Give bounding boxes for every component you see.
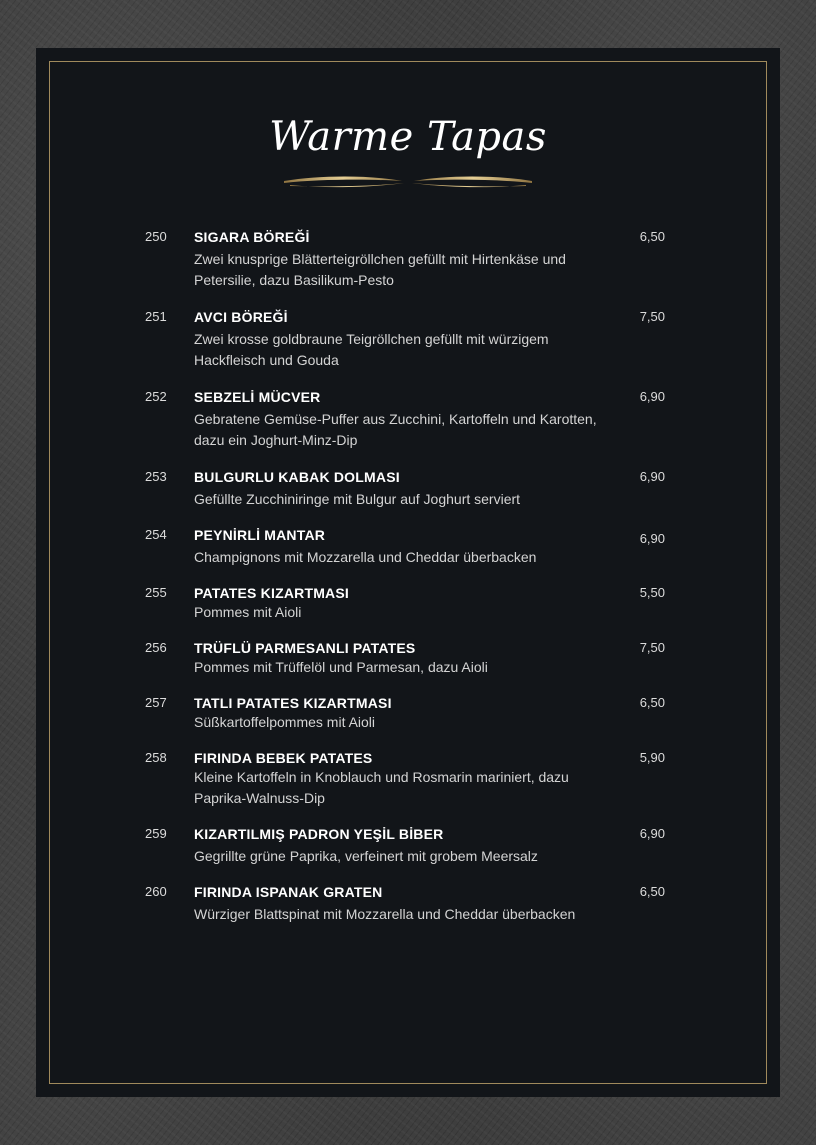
- menu-item: [145, 749, 665, 809]
- item-price: 6,50: [639, 695, 665, 710]
- item-price: 6,50: [639, 229, 665, 244]
- item-description: Pommes mit Aioli: [194, 604, 302, 620]
- menu-item: [145, 639, 665, 678]
- menu-panel: [36, 48, 780, 1097]
- item-price: 6,90: [639, 389, 665, 404]
- item-name: BULGURLU KABAK DOLMASI: [194, 469, 400, 485]
- menu-item: [145, 883, 665, 925]
- menu-list: [145, 228, 665, 925]
- item-number: 258: [145, 750, 167, 765]
- item-description: Zwei krosse goldbraune Teigröllchen gefüllt mit würzigem Hackfleisch und Gouda: [194, 331, 549, 368]
- item-price: 7,50: [639, 309, 665, 324]
- item-name: KIZARTILMIŞ PADRON YEŞİL BİBER: [194, 826, 444, 842]
- menu-item: [145, 694, 665, 733]
- item-price: 5,90: [639, 750, 665, 765]
- item-number: 259: [145, 826, 167, 841]
- item-name: PEYNİRLİ MANTAR: [194, 527, 326, 543]
- menu-item: [145, 526, 665, 568]
- item-number: 254: [145, 527, 167, 542]
- item-number: 253: [145, 469, 167, 484]
- item-name: FIRINDA ISPANAK GRATEN: [194, 884, 383, 900]
- item-description: Kleine Kartoffeln in Knoblauch und Rosmarin mariniert, dazu Paprika-Walnuss-Dip: [194, 769, 569, 806]
- menu-item: [145, 308, 665, 371]
- menu-item: [145, 584, 665, 623]
- item-name: SEBZELİ MÜCVER: [194, 389, 321, 405]
- item-name: SIGARA BÖREĞİ: [194, 229, 310, 245]
- item-number: 255: [145, 585, 167, 600]
- item-description: Champignons mit Mozzarella und Cheddar überbacken: [194, 549, 537, 565]
- menu-item: [145, 468, 665, 510]
- item-description: Gefüllte Zucchiniringe mit Bulgur auf Joghurt serviert: [194, 491, 521, 507]
- item-name: FIRINDA BEBEK PATATES: [194, 750, 373, 766]
- item-number: 260: [145, 884, 167, 899]
- item-price: 6,90: [639, 826, 665, 841]
- item-price: 6,90: [639, 531, 665, 546]
- item-description: Gegrillte grüne Paprika, verfeinert mit grobem Meersalz: [194, 848, 538, 864]
- item-name: TRÜFLÜ PARMESANLI PATATES: [194, 640, 416, 656]
- ornament-divider-icon: [280, 174, 536, 190]
- item-name: TATLI PATATES KIZARTMASI: [194, 695, 392, 711]
- item-number: 250: [145, 229, 167, 244]
- item-number: 256: [145, 640, 167, 655]
- item-number: 252: [145, 389, 167, 404]
- item-description: Pommes mit Trüffelöl und Parmesan, dazu Aioli: [194, 659, 488, 675]
- item-description: Süßkartoffelpommes mit Aioli: [194, 714, 376, 730]
- menu-item: [145, 228, 665, 291]
- item-price: 5,50: [639, 585, 665, 600]
- item-number: 257: [145, 695, 167, 710]
- item-name: AVCI BÖREĞİ: [194, 309, 288, 325]
- item-price: 6,90: [639, 469, 665, 484]
- menu-item: [145, 825, 665, 867]
- item-number: 251: [145, 309, 167, 324]
- item-description: Würziger Blattspinat mit Mozzarella und Cheddar überbacken: [194, 906, 576, 922]
- page-title: Warme Tapas: [269, 114, 547, 160]
- menu-item: [145, 388, 665, 451]
- item-description: Zwei knusprige Blätterteigröllchen gefüllt mit Hirtenkäse und Petersilie, dazu Basilikum-Pesto: [194, 251, 566, 288]
- item-name: PATATES KIZARTMASI: [194, 585, 349, 601]
- item-description: Gebratene Gemüse-Puffer aus Zucchini, Kartoffeln und Karotten, dazu ein Joghurt-Minz-Dip: [194, 411, 597, 448]
- item-price: 6,50: [639, 884, 665, 899]
- item-price: 7,50: [639, 640, 665, 655]
